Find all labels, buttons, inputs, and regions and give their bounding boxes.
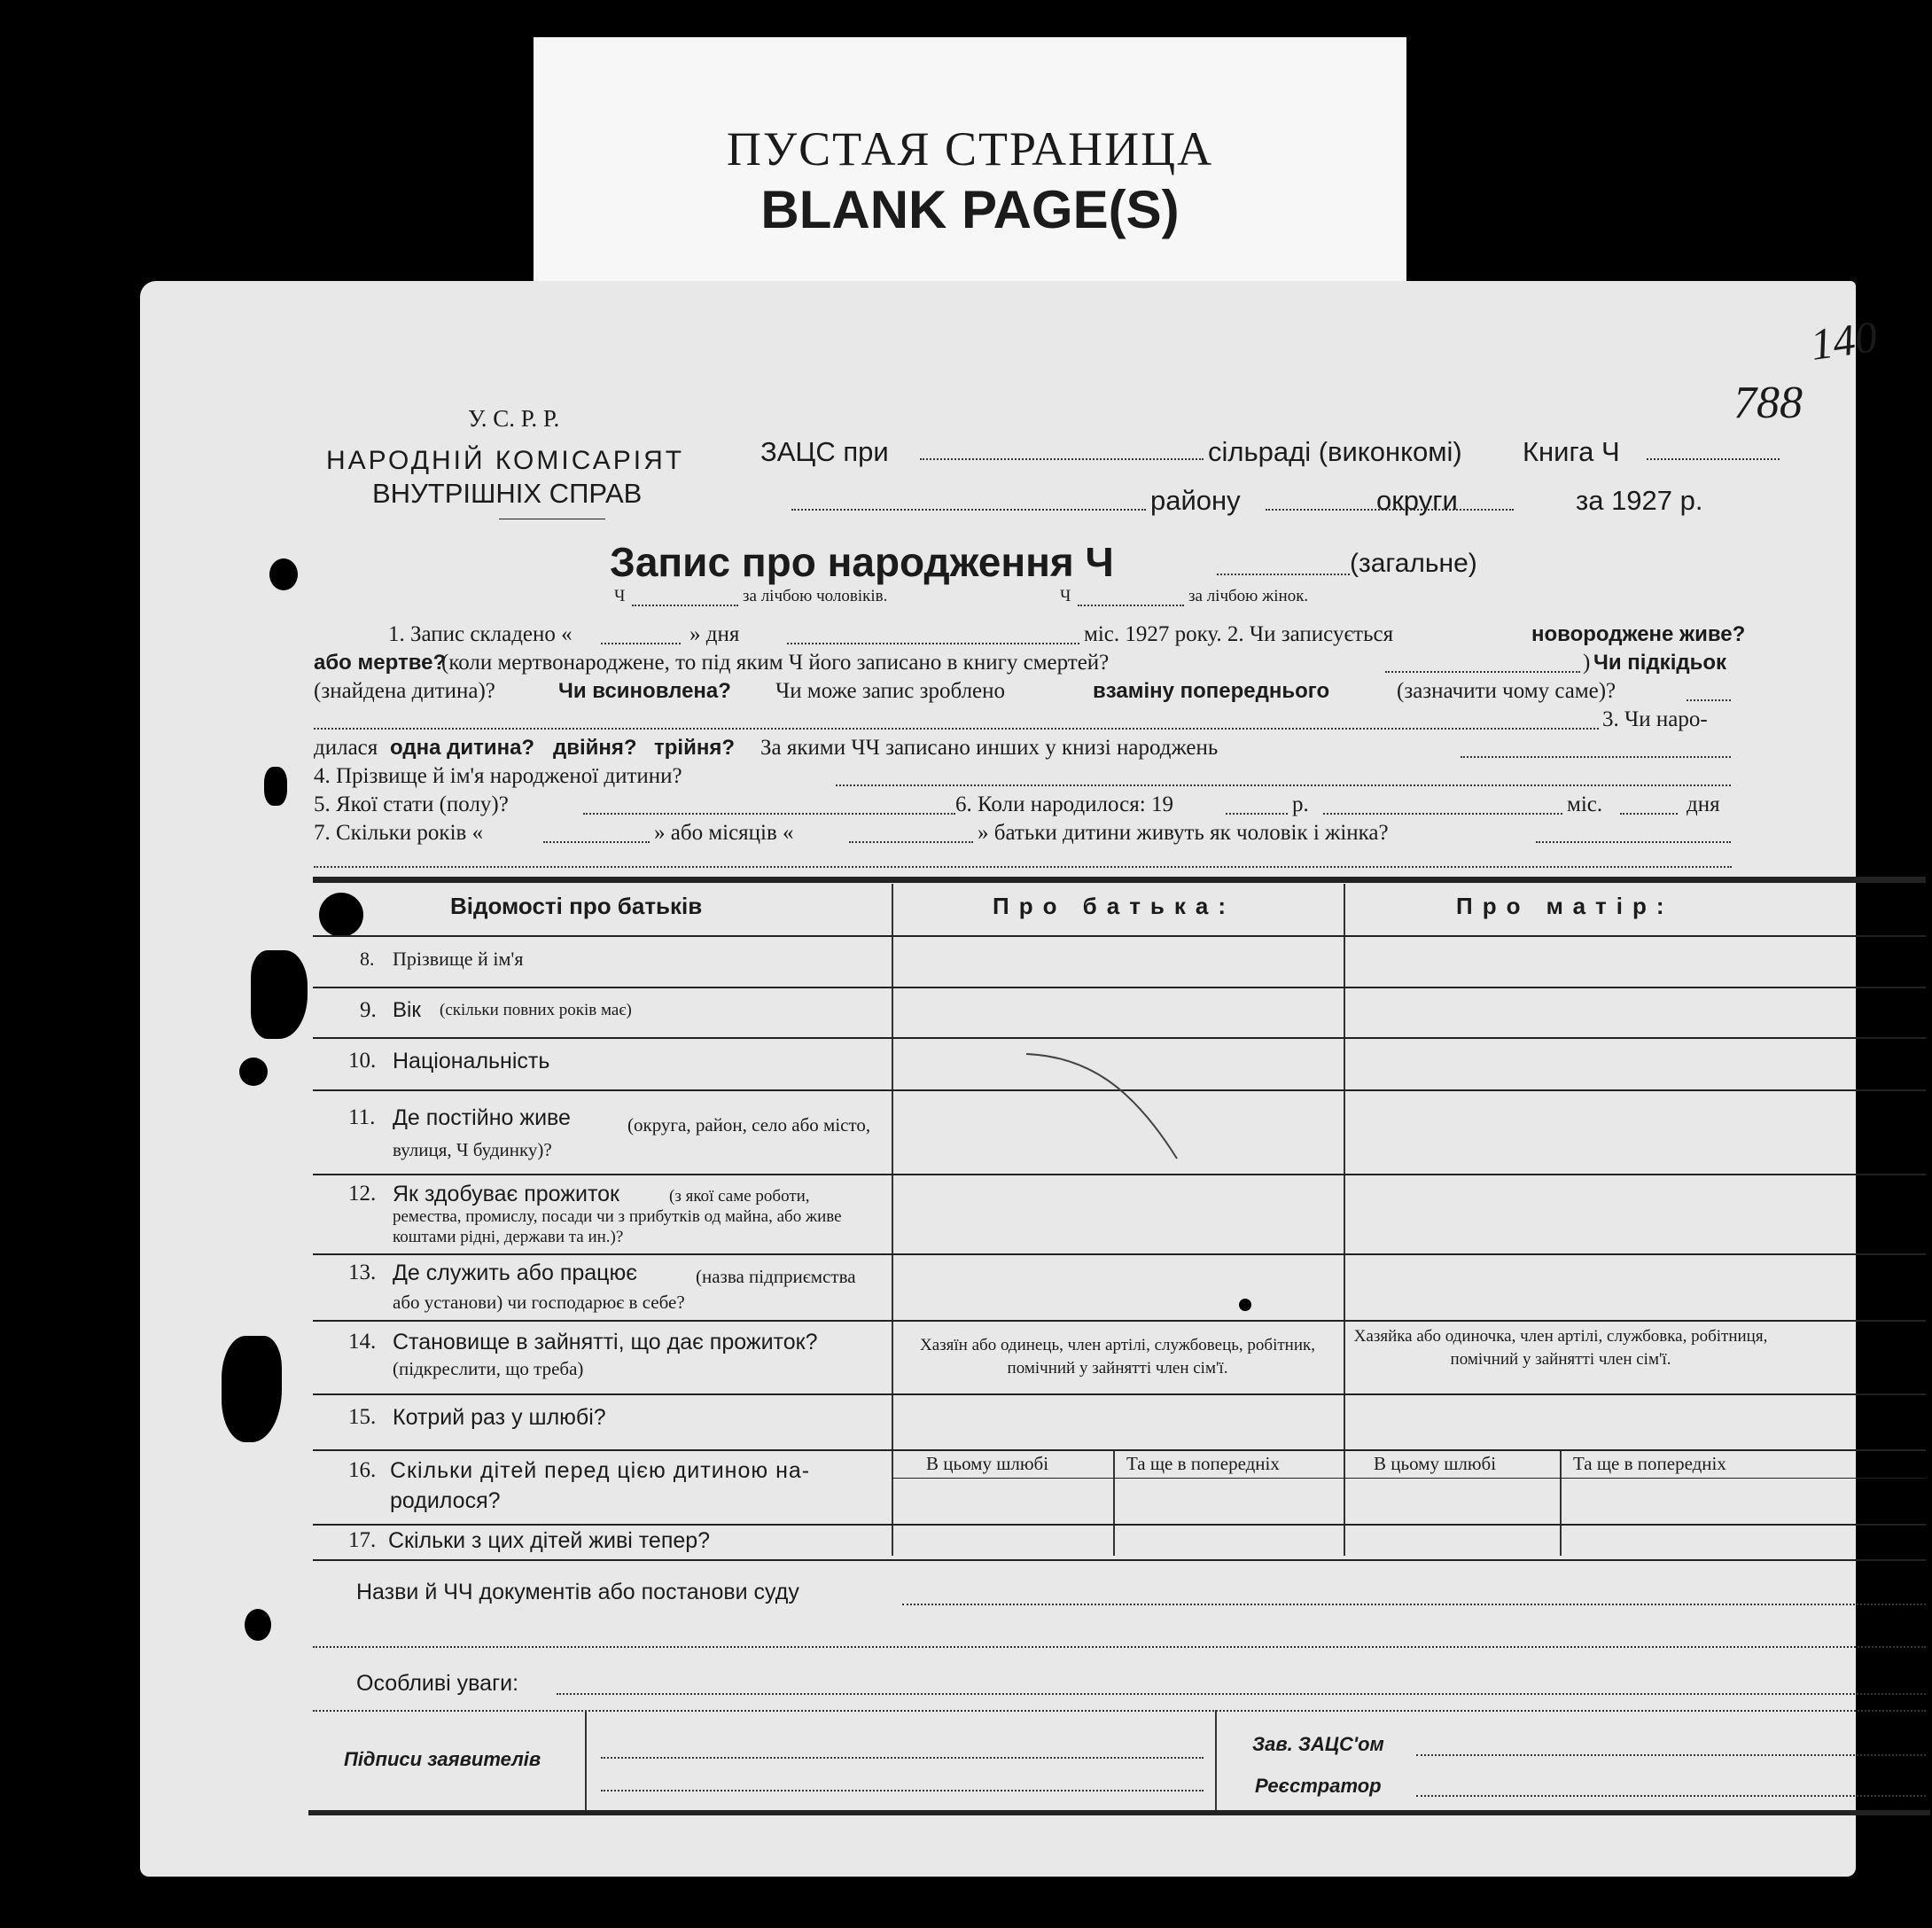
row-11-label: Де постійно живе [393, 1105, 571, 1130]
zags-pry-field[interactable] [920, 458, 1204, 460]
q6-b: р. [1292, 792, 1309, 816]
q3-line-b: За якими ЧЧ записано инших у книзі народжень [760, 736, 1219, 760]
label-line-2: BLANK PAGE(S) [760, 180, 1180, 239]
head-label: Зав. ЗАЦС'ом [1252, 1733, 1384, 1755]
row-16-mother-this: В цьому шлюбі [1374, 1453, 1497, 1474]
table-col-divider [1344, 884, 1345, 1556]
row-14-number: 14. [348, 1330, 377, 1354]
q3-other-numbers-field[interactable] [1461, 756, 1731, 758]
q6-day-field[interactable] [1620, 813, 1678, 815]
q5-sex-field[interactable] [583, 813, 955, 815]
q2-reason-field-2[interactable] [314, 728, 1599, 730]
row-line [313, 987, 1926, 988]
q5: 5. Якої стати (полу)? [314, 792, 509, 816]
label-line-1: ПУСТАЯ СТРАНИЦА [726, 122, 1214, 176]
row-9-sub: (скільки повних років має) [440, 1001, 632, 1019]
signature-field-1[interactable] [601, 1757, 1204, 1759]
form-bottom-border [308, 1810, 1930, 1815]
q6-d: дня [1687, 792, 1720, 816]
rayonu-label: району [1150, 485, 1241, 516]
row-11-sub: (округа, район, село або місто, вулиця, Ч будинку)? [393, 1114, 871, 1160]
row-17-label: Скільки з цих дітей живі тепер? [388, 1528, 711, 1553]
q7-a: 7. Скільки років « [314, 821, 484, 845]
signature-field-2[interactable] [601, 1790, 1204, 1791]
documents-field[interactable] [902, 1604, 1926, 1605]
row-16-number: 16. [348, 1458, 377, 1482]
row-line [313, 1037, 1926, 1039]
q2-adopted: Чи всиновлена? [558, 679, 731, 703]
table-mother-header: Про матір: [1456, 893, 1674, 919]
q7-years-field[interactable] [543, 841, 650, 843]
q3-line-a: дилася [314, 736, 378, 760]
birth-record-form [140, 281, 1881, 1877]
head-signature-field[interactable] [1416, 1754, 1926, 1756]
female-count-ch: Ч [1060, 587, 1071, 605]
q6-c: міс. [1567, 792, 1603, 816]
row-16-subheader-line [892, 1478, 1926, 1479]
male-count-label: за лічбою чоловіків. [743, 587, 888, 605]
q3-twins: двійня? [553, 736, 637, 760]
row-line [313, 1393, 1926, 1395]
row-16-label-2: родилося? [390, 1488, 501, 1513]
q7-b: » або місяців « [654, 821, 794, 845]
row-9-number: 9. [360, 998, 377, 1022]
q1-day-field[interactable] [601, 643, 681, 644]
q6-year-field[interactable] [1226, 813, 1288, 815]
q7-answer-field-2[interactable] [314, 866, 1732, 868]
row-line [313, 935, 1926, 937]
registrar-label: Реєстратор [1255, 1775, 1382, 1797]
punch-hole [269, 558, 298, 590]
row-16-father-previous: Та ще в попередніх [1126, 1453, 1280, 1474]
commissariat-heading: НАРОДНІЙ КОМІСАРІЯТ [326, 446, 685, 475]
row-14-label: Становище в зайнятті, що дає прожиток? [393, 1330, 818, 1354]
punch-hole [239, 1058, 268, 1086]
row-8-label: Прізвище й ім'я [393, 948, 524, 970]
row-line [313, 1253, 1926, 1255]
row-9-label: Вік [393, 998, 421, 1022]
q3-triplets: трійня? [654, 736, 735, 760]
row-15-label: Котрий раз у шлюбі? [393, 1405, 606, 1430]
row-line [313, 1449, 1926, 1451]
table-top-border [313, 877, 1926, 883]
row-14-sub: (підкреслити, що треба) [393, 1358, 584, 1379]
q3-start: 3. Чи наро- [1602, 707, 1708, 731]
damage-spot [251, 950, 308, 1039]
female-count-label: за лічбою жінок. [1188, 587, 1309, 605]
row-line [313, 1524, 1926, 1526]
form-title: Запис про народження Ч [610, 539, 1114, 585]
row-14-mother-options[interactable]: Хазяйка або одиночка, член артілі, службовка, робітниця, помічний у зайнятті член сім'ї. [1353, 1327, 1768, 1369]
documents-label: Назви й ЧЧ документів або постанови суду [356, 1580, 799, 1604]
internal-affairs-heading: ВНУТРІШНІХ СПРАВ [372, 478, 643, 509]
q6-month-field[interactable] [1323, 813, 1562, 815]
q2-death-number-field[interactable] [1385, 671, 1580, 673]
rayon-field[interactable] [791, 509, 1146, 511]
table-col-divider [892, 884, 893, 1556]
table-col-divider [1113, 1449, 1115, 1556]
pen-stroke [1026, 1052, 1204, 1176]
knyha-number-field[interactable] [1647, 458, 1780, 460]
q2-alive: новороджене живе? [1531, 622, 1746, 646]
row-line [313, 1320, 1926, 1322]
q2-foundling: Чи підкідьок [1593, 651, 1727, 675]
q3-one-child: одна дитина? [390, 736, 535, 760]
row-16-father-this: В цьому шлюбі [926, 1453, 1049, 1474]
notes-label: Особливі уваги: [356, 1671, 519, 1696]
male-count-ch: Ч [614, 587, 626, 605]
row-12-label: Як здобуває прожиток [393, 1182, 619, 1206]
q2-line3-c: (зазначити чому саме)? [1397, 679, 1616, 703]
q1-month-field[interactable] [787, 643, 1079, 644]
signature-divider [1215, 1710, 1217, 1810]
q6-a: 6. Коли народилося: 19 [955, 792, 1173, 816]
blank-page-label [534, 37, 1406, 303]
q2-line3-b: Чи може запис зроблено [775, 679, 1006, 703]
table-col-header: Відомості про батьків [450, 893, 703, 919]
row-8-number: 8. [360, 948, 375, 970]
row-11-number: 11. [348, 1105, 376, 1129]
q4-name-field[interactable] [836, 784, 1731, 786]
q7-c: » батьки дитини живуть як чоловік і жінка? [978, 821, 1389, 845]
row-10-label: Національність [393, 1049, 550, 1073]
knyha-label: Книга Ч [1523, 436, 1620, 467]
q2-line2-end: ) [1583, 651, 1591, 675]
q2-reason-field[interactable] [1687, 699, 1731, 701]
row-13-label: Де служить або працює [393, 1261, 638, 1285]
row-12-number: 12. [348, 1182, 377, 1206]
general-label: (загальне) [1350, 549, 1477, 578]
zags-pry-label: ЗАЦС при [760, 436, 889, 467]
q2-replacement: взаміну попереднього [1093, 679, 1330, 703]
q2-line2: (коли мертвонароджене, то під яким Ч його записано в книгу смертей? [441, 651, 1110, 675]
row-17-number: 17. [348, 1528, 377, 1552]
documents-field-2[interactable] [313, 1646, 1926, 1648]
male-count-field[interactable] [632, 605, 738, 606]
row-10-number: 10. [348, 1049, 377, 1073]
punch-hole [1239, 1299, 1251, 1311]
damage-spot [222, 1336, 282, 1442]
punch-hole [319, 893, 363, 937]
table-father-header: Про батька: [993, 893, 1236, 919]
notes-field-2[interactable] [313, 1710, 1926, 1712]
q7-months-field[interactable] [849, 841, 973, 843]
female-count-field[interactable] [1078, 605, 1184, 606]
year-label: за 1927 р. [1576, 485, 1703, 516]
q2-line3-a: (знайдена дитина)? [314, 679, 495, 703]
signature-divider [585, 1710, 587, 1810]
q4: 4. Прізвище й ім'я народженої дитини? [314, 764, 682, 788]
signatures-label: Підписи заявителів [344, 1748, 541, 1770]
row-13-number: 13. [348, 1261, 377, 1284]
table-col-divider [1560, 1449, 1562, 1556]
q1-c: міс. 1927 року. 2. Чи записується [1084, 622, 1394, 646]
ussr-heading: У. С. Р. Р. [468, 405, 560, 432]
row-12-sub: (з якої саме роботи, ремества, промислу, посади чи з прибутків од майна, або живе коштами рідні, держави та ин.)? [393, 1187, 842, 1246]
row-line [313, 1559, 1926, 1561]
q2-dead: або мертве? [314, 651, 447, 675]
notes-field[interactable] [557, 1693, 1926, 1695]
row-15-number: 15. [348, 1405, 377, 1429]
punch-hole [264, 767, 287, 806]
registrar-signature-field[interactable] [1416, 1795, 1926, 1797]
q1-a: 1. Запис складено « [388, 622, 573, 646]
punch-hole [245, 1609, 271, 1641]
okruhy-label: округи [1376, 485, 1458, 516]
q1-b: » дня [689, 622, 740, 646]
row-14-father-options[interactable]: Хазяїн або одинець, член артілі, службовець, робітник, помічний у зайнятті член сім'ї. [920, 1336, 1315, 1378]
row-16-mother-previous: Та ще в попередніх [1573, 1453, 1726, 1474]
handwritten-book-number: 788 [1733, 378, 1803, 428]
record-number-field[interactable] [1217, 574, 1350, 575]
handwritten-page-number: 140 [1807, 311, 1881, 370]
q7-answer-field[interactable] [1536, 841, 1731, 843]
row-13-sub: (назва підприємства або установи) чи господарює в себе? [393, 1266, 856, 1313]
row-16-label: Скільки дітей перед цією дитиною на- [390, 1458, 811, 1483]
silradi-label: сільраді (виконкомі) [1208, 436, 1462, 467]
